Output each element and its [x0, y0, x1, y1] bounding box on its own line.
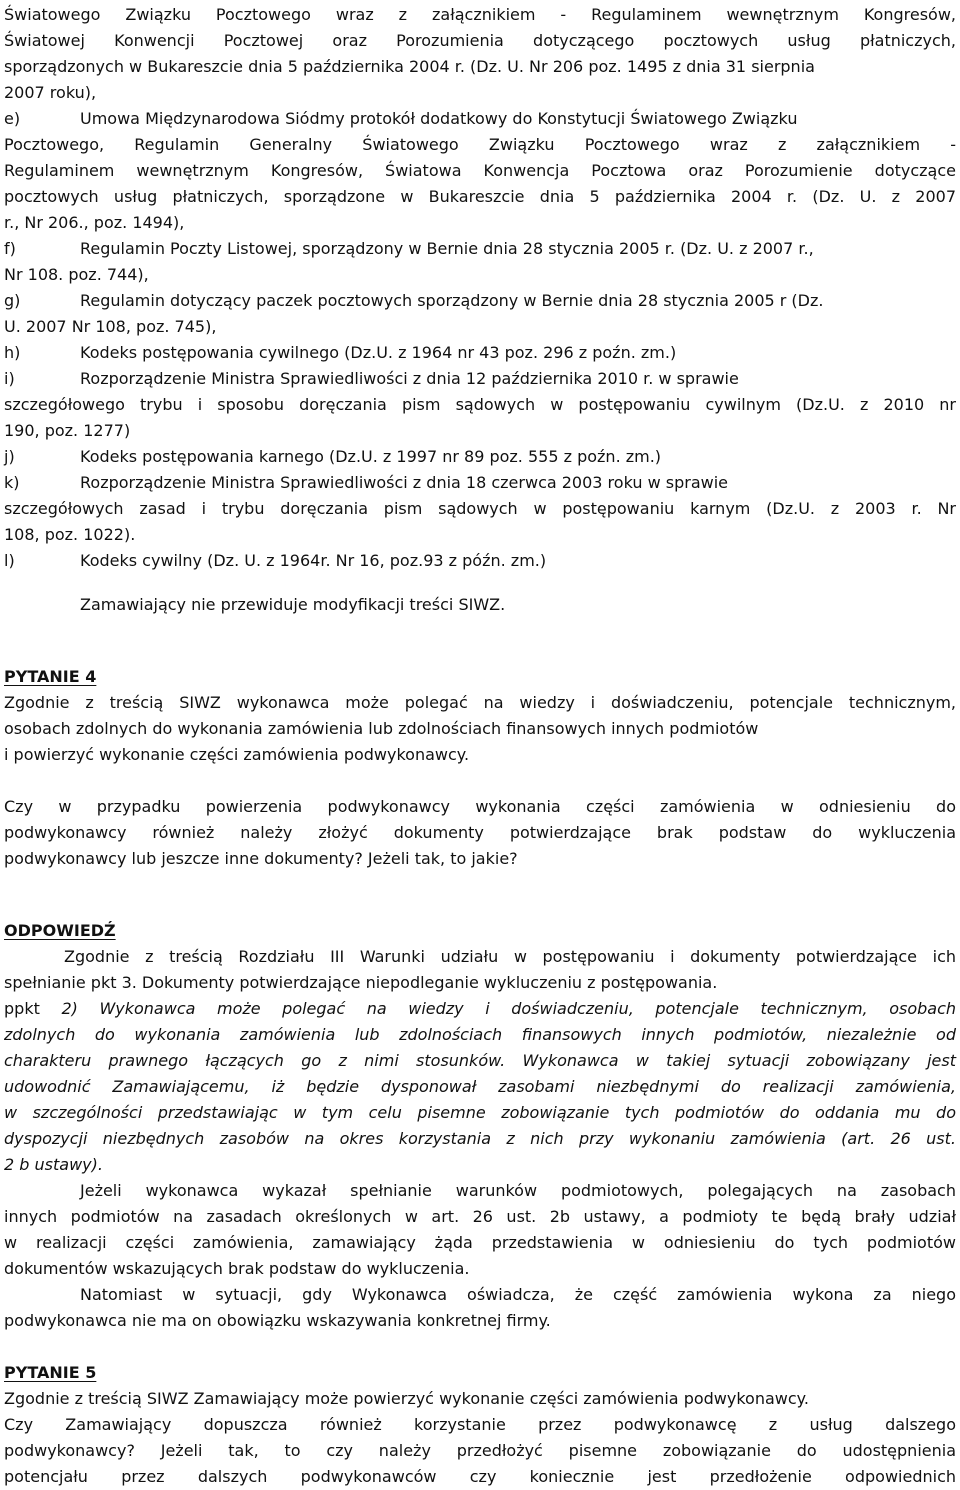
list-item-text: Kodeks postępowania karnego (Dz.U. z 1997 nr 89 poz. 555 z poźn. zm.) — [80, 447, 662, 466]
text-line: podwykonawcy również należy złożyć dokumenty potwierdzające brak podstaw do wykluczenia — [4, 823, 956, 842]
list-item-i — [4, 366, 956, 392]
text-line: innych podmiotów na zasadach określonych w art. 26 ust. 2b ustawy, a podmioty te będą brały udział — [4, 1207, 956, 1226]
text-line: dokumentów wskazujących brak podstaw do wykluczenia. — [4, 1259, 470, 1278]
statement-text: Zamawiający nie przewiduje modyfikacji treści SIWZ. — [80, 595, 506, 614]
text-line: charakteru prawnego łączących go z nimi stosunków. Wykonawca w takiej sytuacji zobowiązany jest — [4, 1051, 956, 1070]
list-item-text: Rozporządzenie Ministra Sprawiedliwości z dnia 18 czerwca 2003 roku w sprawie — [80, 473, 728, 492]
text-line: Natomiast w sytuacji, gdy Wykonawca oświadcza, że część zamówienia wykona za niego — [80, 1285, 956, 1304]
text-line: w realizacji części zamówienia, zamawiający żąda przedstawienia w odniesieniu do tych podmiotów — [4, 1233, 956, 1252]
list-marker: j) — [4, 447, 15, 466]
text-line: podwykonawca nie ma on obowiązku wskazywania konkretnej firmy. — [4, 1311, 551, 1330]
list-marker: i) — [4, 369, 15, 388]
ppkt-label: ppkt — [4, 999, 40, 1018]
list-marker: h) — [4, 343, 21, 362]
text-line: r., Nr 206., poz. 1494), — [4, 213, 185, 232]
text-line: 2007 roku), — [4, 83, 97, 102]
text-line: sporządzonych w Bukareszcie dnia 5 października 2004 r. (Dz. U. Nr 206 poz. 1495 z dnia 31 sierpnia — [4, 57, 815, 76]
text-line: podwykonawcy? Jeżeli tak, to czy należy przedłożyć pisemne zobowiązanie do udostępnienia — [4, 1441, 956, 1460]
text-line: Zgodnie z treścią SIWZ Zamawiający może powierzyć wykonanie części zamówienia podwykonawcy. — [4, 1389, 809, 1408]
text-line: Czy Zamawiający dopuszcza również korzystanie przez podwykonawcę z usług dalszego — [4, 1415, 956, 1434]
list-item-e — [4, 106, 956, 132]
text-line: udowodnić Zamawiającemu, iż będzie dysponował zasobami niezbędnymi do realizacji zamówienia, — [4, 1077, 956, 1096]
text-line: Nr 108. poz. 744), — [4, 265, 149, 284]
text-line: 2 b ustawy). — [4, 1155, 103, 1174]
text-line: w szczególności przedstawiając w tym celu pisemne zobowiązanie tych podmiotów do oddania mu do — [4, 1103, 956, 1122]
text-line: osobach zdolnych do wykonania zamówienia lub zdolnościach finansowych innych podmiotów — [4, 719, 759, 738]
list-item-h — [4, 340, 956, 366]
text-line: Światowej Konwencji Pocztowej oraz Porozumienia dotyczącego pocztowych usług płatniczych, — [4, 31, 956, 50]
text-line: zdolnych do wykonania zamówienia lub zdolnościach finansowych innych podmiotów, niezależnie od — [4, 1025, 956, 1044]
text-line: Zgodnie z treścią SIWZ wykonawca może polegać na wiedzy i doświadczeniu, potencjale technicznym, — [4, 693, 956, 712]
text-line: i powierzyć wykonanie części zamówienia podwykonawcy. — [4, 745, 470, 764]
ppkt-number: 2) — [61, 999, 78, 1018]
text-line: Jeżeli wykonawca wykazał spełnianie warunków podmiotowych, polegających na zasobach — [80, 1181, 956, 1200]
list-marker: g) — [4, 291, 21, 310]
ppkt-line — [4, 996, 956, 1022]
list-item-k — [4, 470, 956, 496]
text-line: 108, poz. 1022). — [4, 525, 136, 544]
list-item-j — [4, 444, 956, 470]
text-line: szczegółowego trybu i sposobu doręczania pism sądowych w postępowaniu cywilnym (Dz.U. z 2010 nr — [4, 395, 956, 414]
list-item-g — [4, 288, 956, 314]
list-item-text: Rozporządzenie Ministra Sprawiedliwości z dnia 12 października 2010 r. w sprawie — [80, 369, 739, 388]
text-line: potencjału przez dalszych podwykonawców czy koniecznie jest przedłożenie odpowiednich — [4, 1467, 956, 1486]
list-item-text: Kodeks postępowania cywilnego (Dz.U. z 1964 nr 43 poz. 296 z poźn. zm.) — [80, 343, 677, 362]
text-line: podwykonawcy lub jeszcze inne dokumenty? Jeżeli tak, to jakie? — [4, 849, 518, 868]
text-line: 190, poz. 1277) — [4, 421, 131, 440]
list-item-text: Regulamin dotyczący paczek pocztowych sporządzony w Bernie dnia 28 stycznia 2005 r (Dz. — [80, 291, 824, 310]
list-item-text: Umowa Międzynarodowa Siódmy protokół dodatkowy do Konstytucji Światowego Związku — [80, 109, 798, 128]
text-line: Regulaminem wewnętrznym Kongresów, Światowa Konwencja Pocztowa oraz Porozumienie dotyczące — [4, 161, 956, 180]
text-line: Światowego Związku Pocztowego wraz z załącznikiem - Regulaminem wewnętrznym Kongresów, — [4, 5, 956, 24]
text-line: pocztowych usług płatniczych, sporządzone w Bukareszcie dnia 5 października 2004 r. (Dz. U. z 2007 — [4, 187, 956, 206]
question-5-heading: PYTANIE 5 — [4, 1363, 97, 1382]
text-line: szczegółowych zasad i trybu doręczania pism sądowych w postępowaniu karnym (Dz.U. z 2003 r. Nr — [4, 499, 956, 518]
text-line: spełnianie pkt 3. Dokumenty potwierdzające niepodleganie wykluczeniu z postępowania. — [4, 973, 718, 992]
list-marker: f) — [4, 239, 16, 258]
list-item-l — [4, 548, 956, 574]
text-line: dyspozycji niezbędnych zasobów na okres korzystania z nich przy wykonaniu zamówienia (art. 26 ust. — [4, 1129, 956, 1148]
answer-heading: ODPOWIEDŹ — [4, 921, 116, 940]
question-4-heading: PYTANIE 4 — [4, 667, 97, 686]
list-item-text: Kodeks cywilny (Dz. U. z 1964r. Nr 16, poz.93 z późn. zm.) — [80, 551, 547, 570]
list-marker: k) — [4, 473, 20, 492]
list-item-f — [4, 236, 956, 262]
list-item-text: Regulamin Poczty Listowej, sporządzony w Bernie dnia 28 stycznia 2005 r. (Dz. U. z 2007 r., — [80, 239, 814, 258]
list-marker: l) — [4, 551, 15, 570]
list-marker: e) — [4, 109, 21, 128]
text-line: Czy w przypadku powierzenia podwykonawcy wykonania części zamówienia w odniesieniu do — [4, 797, 956, 816]
ppkt-text: Wykonawca może polegać na wiedzy i doświadczeniu, potencjale technicznym, osobach — [99, 999, 957, 1018]
text-line: U. 2007 Nr 108, poz. 745), — [4, 317, 217, 336]
text-line: Pocztowego, Regulamin Generalny Światowego Związku Pocztowego wraz z załącznikiem - — [4, 135, 956, 154]
text-line: Zgodnie z treścią Rozdziału III Warunki udziału w postępowaniu i dokumenty potwierdzające ich — [64, 947, 956, 966]
